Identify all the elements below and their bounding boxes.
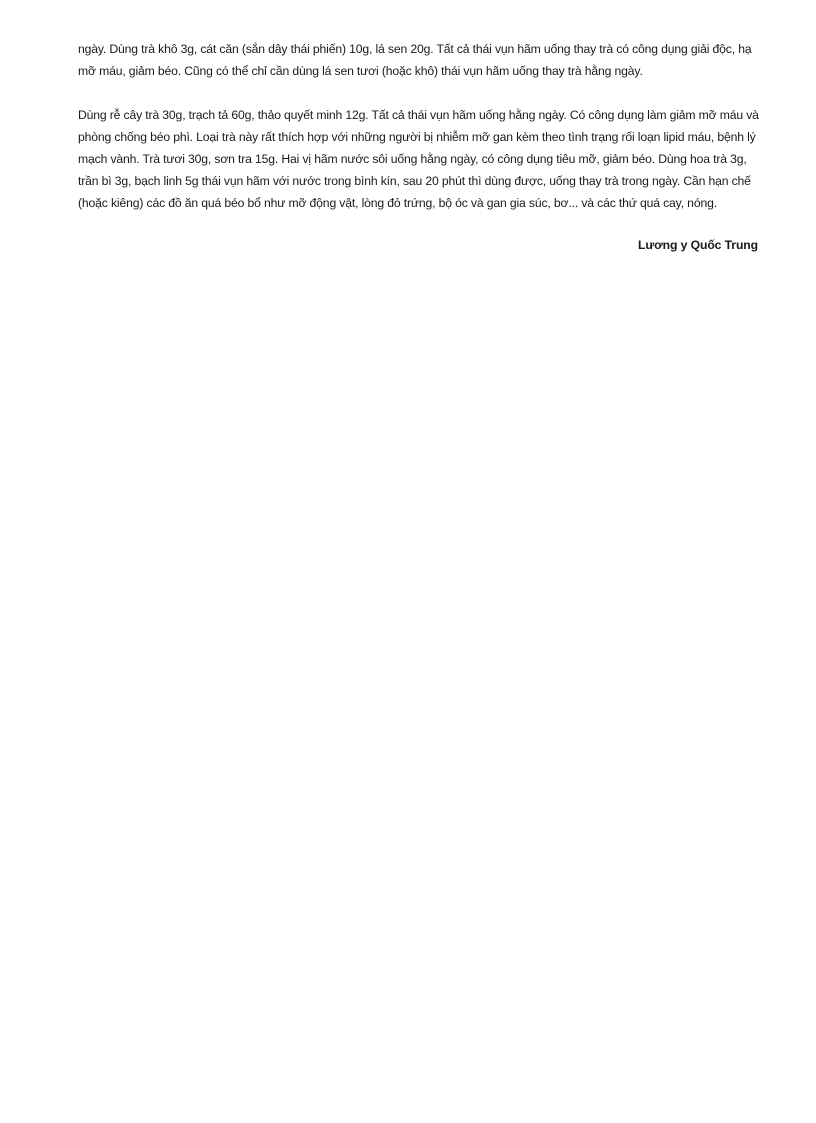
paragraph-2: Dùng rễ cây trà 30g, trạch tả 60g, thảo quyết minh 12g. Tất cả thái vụn hãm uống hằng ngày. Có công dụng làm giảm mỡ máu và phòng chống béo phì. Loại trà này rất thích hợp với những người bị nhiễm mỡ gan kèm theo tình trạng rối loạn lipid máu, bệnh lý mạch vành. Trà tươi 30g, sơn tra 15g. Hai vị hãm nước sôi uống hằng ngày, có công dụng tiêu mỡ, giảm béo. Dùng hoa trà 3g, trần bì 3g, bạch linh 5g thái vụn hãm với nước trong bình kín, sau 20 phút thì dùng được, uống thay trà trong ngày. Cần hạn chế (hoặc kiêng) các đồ ăn quá béo bổ như mỡ động vật, lòng đỏ trứng, bộ óc và gan gia súc, bơ... và các thứ quá cay, nóng.	[78, 108, 759, 210]
author-signature: Lương y Quốc Trung	[638, 238, 758, 252]
document-body	[78, 38, 762, 256]
paragraph-1: ngày. Dùng trà khô 3g, cát căn (sắn dây thái phiến) 10g, lá sen 20g. Tất cả thái vụn hãm uống thay trà có công dụng giải độc, hạ mỡ máu, giảm béo. Cũng có thể chỉ cần dùng lá sen tươi (hoặc khô) thái vụn hãm uống thay trà hằng ngày.	[78, 42, 752, 78]
